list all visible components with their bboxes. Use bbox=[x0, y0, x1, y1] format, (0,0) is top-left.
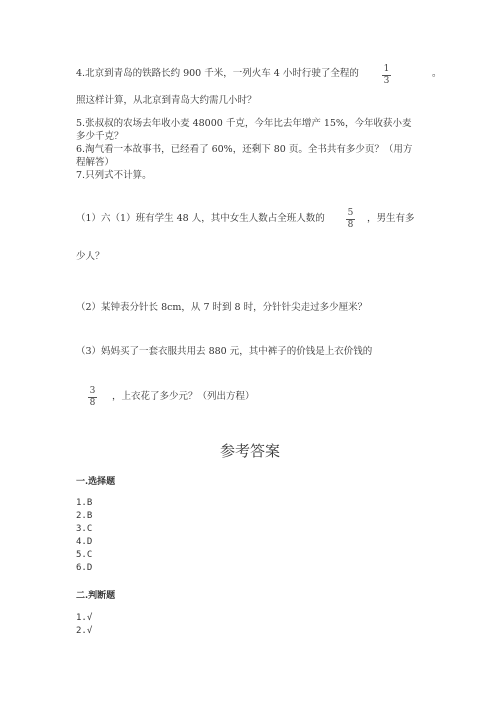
answer-key-title: 参考答案 bbox=[219, 442, 280, 460]
subquestion-3-line1: （3）妈妈买了一套衣服共用去 880 元，其中裤子的价钱是上衣价钱的 bbox=[76, 346, 373, 357]
answer-judge-1: 1.√ bbox=[76, 613, 93, 623]
section-choice-heading: 一.选择题 bbox=[76, 477, 116, 487]
section-judge-heading: 二.判断题 bbox=[76, 591, 116, 601]
subquestion-2: （2）某钟表分针长 8cm，从 7 时到 8 时，分针针尖走过多少厘米？ bbox=[76, 302, 368, 313]
subquestion-1-tail: ，男生有多 bbox=[367, 213, 415, 224]
problem-4-period: 。 bbox=[432, 68, 442, 79]
answer-judge-2: 2.√ bbox=[76, 626, 93, 636]
answer-choice-5: 5.C bbox=[76, 550, 93, 560]
problem-4-line2: 照这样计算，从北京到青岛大约需几小时？ bbox=[76, 95, 257, 106]
answer-choice-2: 2.B bbox=[76, 511, 93, 521]
fraction-three-eighths bbox=[88, 387, 97, 408]
problem-5-line1: 5.张叔叔的农场去年收小麦 48000 千克，今年比去年增产 15%，今年收获小麦 bbox=[76, 118, 412, 129]
answer-choice-1: 1.B bbox=[76, 498, 93, 508]
subquestion-1-line2: 少人？ bbox=[76, 251, 105, 262]
answer-choice-4: 4.D bbox=[76, 537, 93, 547]
fraction-denominator: 3 bbox=[383, 76, 390, 86]
subquestion-1-line1: （1）六（1）班有学生 48 人，其中女生人数占全班人数的 bbox=[76, 213, 325, 224]
fraction-denominator: 8 bbox=[347, 220, 354, 230]
problem-5-line2: 多少千克？ bbox=[76, 131, 124, 142]
fraction-numerator: 1 bbox=[383, 64, 390, 74]
problem-4-line1: 4.北京到青岛的铁路长约 900 千米，一列火车 4 小时行驶了全程的 bbox=[76, 68, 359, 79]
problem-6-line1: 6.淘气看一本故事书，已经看了 60%，还剩下 80 页。全书共有多少页？（用方 bbox=[76, 144, 413, 155]
fraction-denominator: 8 bbox=[89, 398, 96, 408]
fraction-numerator: 5 bbox=[347, 208, 354, 218]
problem-6-line2: 程解答） bbox=[76, 157, 115, 168]
subquestion-3-line2: ，上衣花了多少元？（列出方程） bbox=[112, 391, 255, 402]
answer-choice-3: 3.C bbox=[76, 524, 93, 534]
fraction-numerator: 3 bbox=[89, 386, 96, 396]
fraction-one-third bbox=[382, 65, 391, 86]
problem-7: 7.只列式不计算。 bbox=[76, 170, 152, 181]
fraction-five-eighths bbox=[346, 209, 355, 230]
answer-choice-6: 6.D bbox=[76, 563, 93, 573]
